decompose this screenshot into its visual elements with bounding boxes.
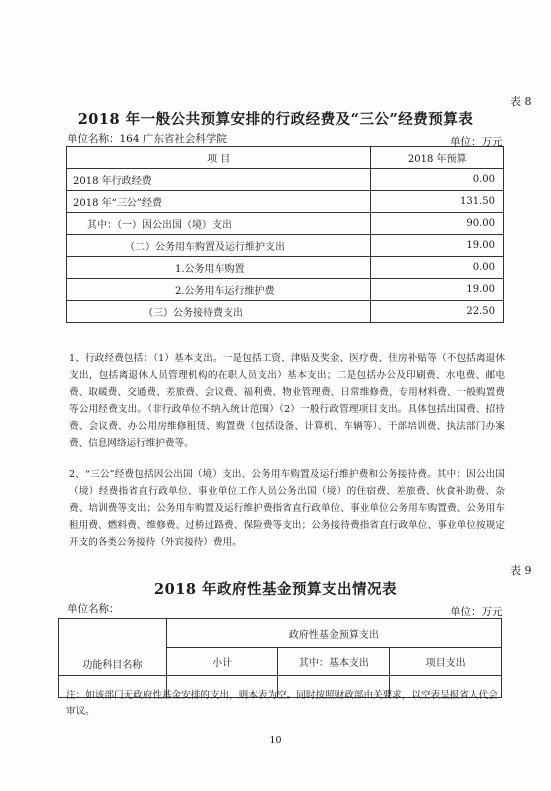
table-row xyxy=(67,235,504,257)
row-value: 0.00 xyxy=(371,169,504,191)
table9-title: 2018 年政府性基金预算支出情况表 xyxy=(154,581,397,598)
row-label: （三）公务接待费支出 xyxy=(67,301,371,323)
table8-title: 2018 年一般公共预算安排的行政经费及“三公”经费预算表 xyxy=(77,111,474,128)
row-value: 0.00 xyxy=(371,257,504,279)
row-label: 1.公务用车购置 xyxy=(67,257,371,279)
table9-unit: 单位：万元 xyxy=(450,606,503,618)
row-label: 2018 年行政经费 xyxy=(67,169,371,191)
row-value: 22.50 xyxy=(371,301,504,323)
table8-notes xyxy=(69,350,505,551)
row-label: 2018 年“三公”经费 xyxy=(67,191,371,213)
page-number: 10 xyxy=(269,735,282,746)
row-value: 19.00 xyxy=(371,235,504,257)
table8-header-item: 项 目 xyxy=(67,147,371,169)
table9 xyxy=(58,618,502,698)
row-label: 其中：（一）因公出国（境）支出 xyxy=(67,213,371,235)
table-row xyxy=(67,169,504,191)
table-row xyxy=(67,279,504,301)
table-row xyxy=(67,191,504,213)
table8-note-1: 1、行政经费包括：（1）基本支出。一是包括工资、津贴及奖金、医疗费、住房补贴等（不包括离退休支出，包括离退休人员管理机构的在职人员支出）基本支出；二是包括办公及印刷费、水电费、邮电费、取暖费、交通费、差旅费、会议费、福利费、物业管理费、日常维修费、专用材料费、一般购置费等公用经费支出。（非行政单位不纳入统计范围）（2）一般行政管理项目支出。具体包括出国费、招待费、会议费、办公用房维修租赁、购置费（包括设备、计算机、车辆等）、干部培训费、执法部门办案费、信息网络运行维护费等。 xyxy=(69,353,505,449)
table8-note-2: 2、“三公”经费包括因公出国（境）支出、公务用车购置及运行维护费和公务接待费。其中：因公出国（境）经费指省直行政单位、事业单位工作人员公务出国（境）的住宿费、差旅费、伙食补助费、杂费、培训费等支出；公务用车购置及运行维护费指省直行政单位、事业单位公务用车购置费、公务用车租用费、燃料费、维修费、过桥过路费、保险费等支出；公务接待费指省直行政单位、事业单位按规定开支的各类公务接待（外宾接待）费用。 xyxy=(69,469,505,548)
table9-header-project: 项目支出 xyxy=(390,648,502,676)
table9-tag: 表 9 xyxy=(510,564,532,577)
table8 xyxy=(66,146,504,323)
table8-tag: 表 8 xyxy=(510,95,532,108)
table9-header-group: 政府性基金预算支出 xyxy=(166,619,501,648)
row-label: 2.公务用车运行维护费 xyxy=(67,279,371,301)
table-row xyxy=(67,301,504,323)
table-row xyxy=(67,257,504,279)
row-value: 90.00 xyxy=(371,213,504,235)
table9-note: 注：如该部门无政府性基金安排的支出，则本表为空。同时按照财政部由关要求，以空表呈报省人代会审议。 xyxy=(66,690,498,717)
table9-header-row-1 xyxy=(59,619,502,648)
table8-unit: 单位：万元 xyxy=(450,136,503,148)
table8-header-budget: 2018 年预算 xyxy=(371,147,504,169)
table-row xyxy=(67,213,504,235)
table9-header-func: 功能科目名称 xyxy=(59,619,167,676)
table9-header-basic: 其中：基本支出 xyxy=(278,648,390,676)
row-value: 131.50 xyxy=(371,191,504,213)
row-value: 19.00 xyxy=(371,279,504,301)
table8-header-row xyxy=(67,147,504,169)
row-label: （二）公务用车购置及运行维护支出 xyxy=(67,235,371,257)
table9-unit-name: 单位名称： xyxy=(67,603,120,615)
table8-unit-name: 单位名称：164 广东省社会科学院 xyxy=(67,133,227,145)
table9-header-subtotal: 小计 xyxy=(166,648,278,676)
